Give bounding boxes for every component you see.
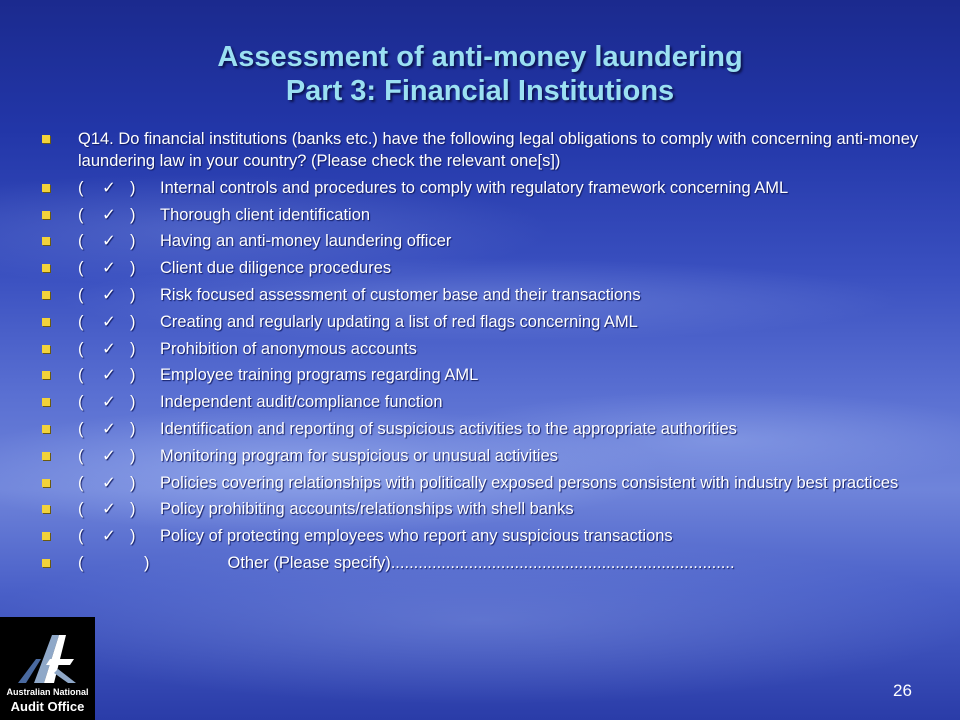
open-paren: (	[78, 178, 84, 197]
close-paren: )	[130, 419, 136, 438]
close-paren: )	[130, 527, 136, 546]
checklist-item	[40, 204, 930, 226]
close-paren: )	[130, 178, 136, 197]
square-bullet-icon	[42, 318, 50, 326]
checklist-item-other	[40, 552, 930, 574]
close-paren: )	[130, 473, 136, 492]
close-paren: )	[130, 259, 136, 278]
checkmark-icon: ✓	[102, 419, 116, 438]
open-paren: (	[78, 312, 84, 331]
question-text: Q14. Do financial institutions (banks etc.) have the following legal obligations to comply with concerning anti-money laundering law in your country? (Please check the relevant one[s])	[78, 130, 919, 170]
open-paren: (	[78, 205, 84, 224]
square-bullet-icon	[42, 532, 50, 540]
close-paren: )	[130, 366, 136, 385]
open-paren: (	[78, 366, 84, 385]
checklist-item-text: Prohibition of anonymous accounts	[160, 339, 417, 358]
logo-text-line-1: Australian National	[6, 687, 89, 697]
checkmark-icon: ✓	[102, 232, 116, 251]
square-bullet-icon	[42, 291, 50, 299]
checklist-item-text: Policies covering relationships with politically exposed persons consistent with industry best practices	[160, 473, 899, 492]
checkmark-icon: ✓	[102, 446, 116, 465]
close-paren: )	[130, 232, 136, 251]
checkmark-icon: ✓	[102, 527, 116, 546]
open-paren: (	[78, 446, 84, 465]
open-paren: (	[78, 553, 84, 572]
checklist-item	[40, 257, 930, 279]
checklist-item	[40, 472, 930, 494]
checklist	[40, 128, 930, 579]
square-bullet-icon	[42, 425, 50, 433]
checkmark-icon: ✓	[102, 366, 116, 385]
checklist-item	[40, 418, 930, 440]
title-line-2: Part 3: Financial Institutions	[285, 75, 675, 107]
checklist-item	[40, 391, 930, 413]
checklist-item-text: Client due diligence procedures	[160, 259, 392, 278]
title-line-1: Assessment of anti-money laundering	[217, 41, 743, 73]
checkmark-icon: ✓	[102, 473, 116, 492]
checkmark-icon: ✓	[102, 393, 116, 412]
anao-logo	[0, 617, 95, 720]
checklist-item-text: Thorough client identification	[160, 205, 371, 224]
close-paren: )	[130, 205, 136, 224]
checklist-item	[40, 230, 930, 252]
close-paren: )	[130, 339, 136, 358]
close-paren: )	[130, 500, 136, 519]
checklist-item	[40, 445, 930, 467]
checklist-item	[40, 498, 930, 520]
open-paren: (	[78, 259, 84, 278]
open-paren: (	[78, 393, 84, 412]
checkmark-icon: ✓	[102, 312, 116, 331]
checklist-item-text: Internal controls and procedures to comply with regulatory framework concerning AML	[160, 178, 789, 197]
square-bullet-icon	[42, 345, 50, 353]
square-bullet-icon	[42, 371, 50, 379]
checklist-item	[40, 338, 930, 360]
close-paren: )	[130, 285, 136, 304]
checkmark-icon: ✓	[102, 285, 116, 304]
checkmark-icon: ✓	[102, 500, 116, 519]
open-paren: (	[78, 339, 84, 358]
logo-text-line-2: Audit Office	[10, 699, 85, 714]
open-paren: (	[78, 500, 84, 519]
other-text: Other (Please specify)...........................................................................	[227, 553, 735, 572]
open-paren: (	[78, 419, 84, 438]
square-bullet-icon	[42, 479, 50, 487]
anao-emblem-icon	[14, 629, 80, 687]
checklist-item	[40, 177, 930, 199]
checklist-item	[40, 364, 930, 386]
close-paren: )	[144, 553, 150, 572]
checklist-item-text: Policy of protecting employees who report any suspicious transactions	[160, 527, 673, 546]
close-paren: )	[130, 312, 136, 331]
checklist-item	[40, 284, 930, 306]
checklist-item-text: Independent audit/compliance function	[160, 393, 443, 412]
checklist-item	[40, 525, 930, 547]
slide-title	[0, 40, 960, 108]
open-paren: (	[78, 473, 84, 492]
checklist-item-text: Having an anti-money laundering officer	[160, 232, 452, 251]
close-paren: )	[130, 393, 136, 412]
open-paren: (	[78, 527, 84, 546]
checklist-item-text: Monitoring program for suspicious or unusual activities	[160, 446, 559, 465]
page-number: 26	[893, 681, 912, 700]
square-bullet-icon	[42, 452, 50, 460]
checklist-item-text: Creating and regularly updating a list of red flags concerning AML	[160, 312, 638, 331]
checkmark-icon: ✓	[102, 178, 116, 197]
square-bullet-icon	[42, 237, 50, 245]
checklist-item	[40, 311, 930, 333]
checklist-item-text: Identification and reporting of suspicious activities to the appropriate authorities	[160, 419, 737, 438]
checklist-item-text: Risk focused assessment of customer base and their transactions	[160, 285, 641, 304]
square-bullet-icon	[42, 398, 50, 406]
square-bullet-icon	[42, 184, 50, 192]
checkmark-icon: ✓	[102, 205, 116, 224]
open-paren: (	[78, 285, 84, 304]
question-item	[40, 128, 930, 172]
square-bullet-icon	[42, 264, 50, 272]
square-bullet-icon	[42, 135, 50, 143]
square-bullet-icon	[42, 559, 50, 567]
open-paren: (	[78, 232, 84, 251]
close-paren: )	[130, 446, 136, 465]
square-bullet-icon	[42, 211, 50, 219]
square-bullet-icon	[42, 505, 50, 513]
checklist-item-text: Policy prohibiting accounts/relationships with shell banks	[160, 500, 574, 519]
checklist-item-text: Employee training programs regarding AML	[160, 366, 479, 385]
checkmark-icon: ✓	[102, 259, 116, 278]
checkmark-icon: ✓	[102, 339, 116, 358]
